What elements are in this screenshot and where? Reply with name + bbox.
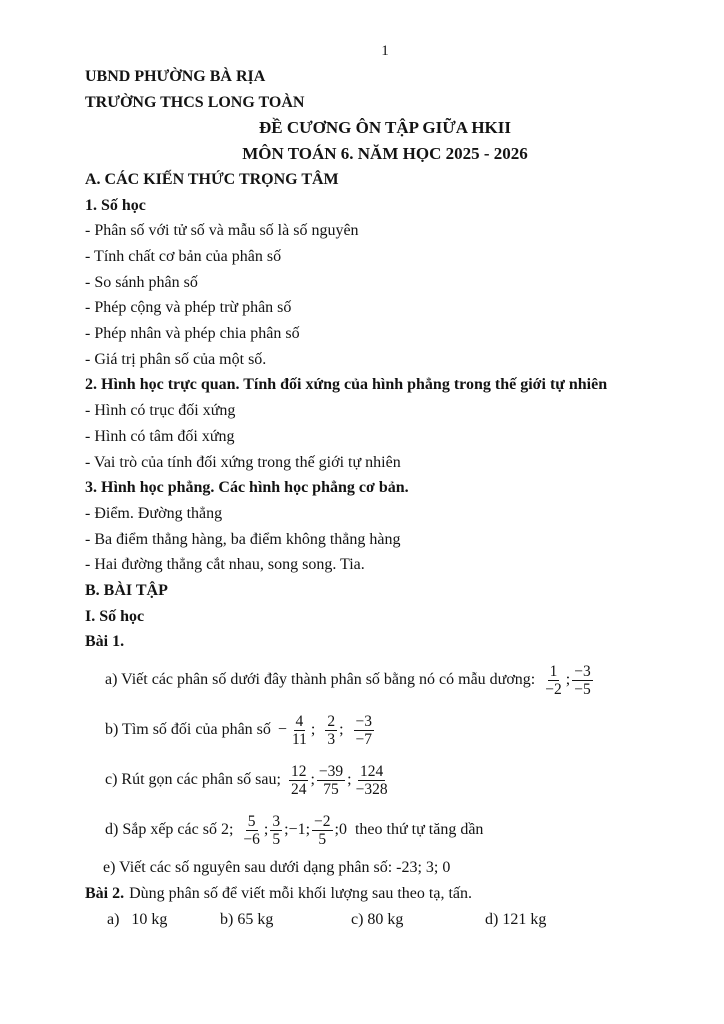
fraction bbox=[354, 763, 390, 798]
section-b1-heading: I. Số học bbox=[85, 607, 145, 625]
separator: ; bbox=[310, 721, 316, 739]
bai2-option-c: c) 80 kg bbox=[351, 910, 404, 928]
fraction-denominator: 24 bbox=[290, 780, 307, 798]
bai2-option-a: a) 10 kg bbox=[107, 910, 168, 928]
fraction-numerator: 12 bbox=[290, 762, 307, 780]
fraction-numerator: 2 bbox=[327, 712, 336, 730]
section-a-heading: A. CÁC KIẾN THỨC TRỌNG TÂM bbox=[85, 170, 339, 188]
fraction-denominator: 5 bbox=[272, 830, 281, 848]
fraction-numerator: −3 bbox=[574, 662, 591, 680]
list-item: - Điểm. Đường thẳng bbox=[85, 504, 223, 522]
minus-sign: − bbox=[277, 721, 287, 739]
list-item: - Phân số với tử số và mẫu số là số nguyên bbox=[85, 222, 359, 240]
list-item: - Ba điểm thẳng hàng, ba điểm không thẳng hàng bbox=[85, 530, 401, 548]
separator: ; bbox=[310, 771, 315, 789]
separator: ; bbox=[347, 771, 352, 789]
fraction-numerator: 1 bbox=[549, 662, 558, 680]
fraction bbox=[572, 663, 593, 698]
separator: ; bbox=[339, 721, 344, 739]
item-text: b) Tìm số đối của phân số bbox=[105, 721, 271, 739]
list-item: - Phép cộng và phép trừ phân số bbox=[85, 299, 292, 317]
separator: ; bbox=[263, 821, 269, 839]
page-number: 1 bbox=[381, 43, 389, 59]
fraction-denominator: 3 bbox=[327, 730, 336, 748]
header-school: TRƯỜNG THCS LONG TOÀN bbox=[85, 93, 305, 111]
fraction bbox=[317, 763, 345, 798]
bai2-option-d: d) 121 kg bbox=[485, 910, 547, 928]
fraction bbox=[543, 663, 564, 698]
separator: ;−1; bbox=[284, 821, 311, 839]
list-item: - Phép nhân và phép chia phân số bbox=[85, 325, 300, 343]
list-item: - Hai đường thẳng cắt nhau, song song. Tia. bbox=[85, 556, 365, 574]
bai1-item-e: e) Viết các số nguyên sau dưới dạng phân số: -23; 3; 0 bbox=[103, 859, 451, 877]
fraction-denominator: −5 bbox=[574, 680, 591, 698]
separator: ;0 bbox=[334, 821, 347, 839]
fraction-numerator: −2 bbox=[314, 812, 331, 830]
fraction-numerator: 3 bbox=[272, 812, 281, 830]
fraction bbox=[354, 713, 375, 748]
fraction-numerator: 5 bbox=[247, 812, 256, 830]
fraction-numerator: 4 bbox=[295, 712, 304, 730]
fraction-numerator: 124 bbox=[359, 762, 384, 780]
item-text: c) Rút gọn các phân số sau; bbox=[105, 771, 281, 789]
bai2-heading bbox=[85, 881, 685, 907]
fraction-denominator: 5 bbox=[318, 830, 327, 848]
bai2-options bbox=[85, 907, 685, 933]
bai2-label: Bài 2. bbox=[85, 884, 125, 902]
fraction bbox=[290, 713, 309, 748]
fraction bbox=[270, 813, 282, 848]
doc-title: ĐỀ CƯƠNG ÔN TẬP GIỮA HKII bbox=[258, 118, 512, 138]
list-item: - Hình có tâm đối xứng bbox=[85, 427, 235, 445]
fraction-numerator: −39 bbox=[318, 762, 344, 780]
bai1-label: Bài 1. bbox=[85, 633, 125, 651]
bai1-item-b bbox=[85, 705, 685, 755]
header-dept: UBND PHƯỜNG BÀ RỊA bbox=[85, 68, 266, 85]
fraction bbox=[241, 813, 262, 848]
doc-subtitle: MÔN TOÁN 6. NĂM HỌC 2025 - 2026 bbox=[242, 144, 528, 164]
bai2-text: Dùng phân số để viết mỗi khối lượng sau theo tạ, tấn. bbox=[129, 884, 472, 902]
bai1-item-a bbox=[85, 655, 685, 705]
section-b-heading: B. BÀI TẬP bbox=[85, 582, 168, 600]
list-item: - Tính chất cơ bản của phân số bbox=[85, 247, 282, 265]
separator: ; bbox=[565, 671, 571, 689]
bai1-item-d bbox=[85, 805, 685, 855]
fraction-denominator: −7 bbox=[355, 730, 373, 748]
list-item: - Hình có trục đối xứng bbox=[85, 402, 236, 420]
section-a3-heading: 3. Hình học phẳng. Các hình học phẳng cơ bản. bbox=[85, 479, 409, 497]
bai2-option-b: b) 65 kg bbox=[220, 910, 274, 928]
item-text: d) Sắp xếp các số 2; bbox=[105, 821, 234, 839]
section-a1-heading: 1. Số học bbox=[85, 196, 146, 214]
fraction bbox=[325, 713, 337, 748]
fraction bbox=[289, 763, 309, 798]
list-item: - Giá trị phân số của một số. bbox=[85, 350, 267, 368]
fraction-denominator: 75 bbox=[323, 780, 339, 798]
list-item: - Vai trò của tính đối xứng trong thế giới tự nhiên bbox=[85, 453, 401, 471]
fraction-denominator: −6 bbox=[243, 830, 260, 848]
fraction-numerator: −3 bbox=[355, 712, 373, 730]
fraction bbox=[312, 813, 333, 848]
fraction-denominator: −2 bbox=[545, 680, 562, 698]
item-text-tail: theo thứ tự tăng dần bbox=[354, 821, 484, 839]
bai1-item-c bbox=[85, 755, 685, 805]
item-text: a) Viết các phân số dưới đây thành phân số bằng nó có mẫu dương: bbox=[105, 671, 536, 689]
section-a2-heading: 2. Hình học trực quan. Tính đối xứng của hình phẳng trong thế giới tự nhiên bbox=[85, 376, 608, 394]
fraction-denominator: 11 bbox=[291, 730, 307, 748]
fraction-denominator: −328 bbox=[355, 780, 388, 798]
list-item: - So sánh phân số bbox=[85, 273, 198, 291]
